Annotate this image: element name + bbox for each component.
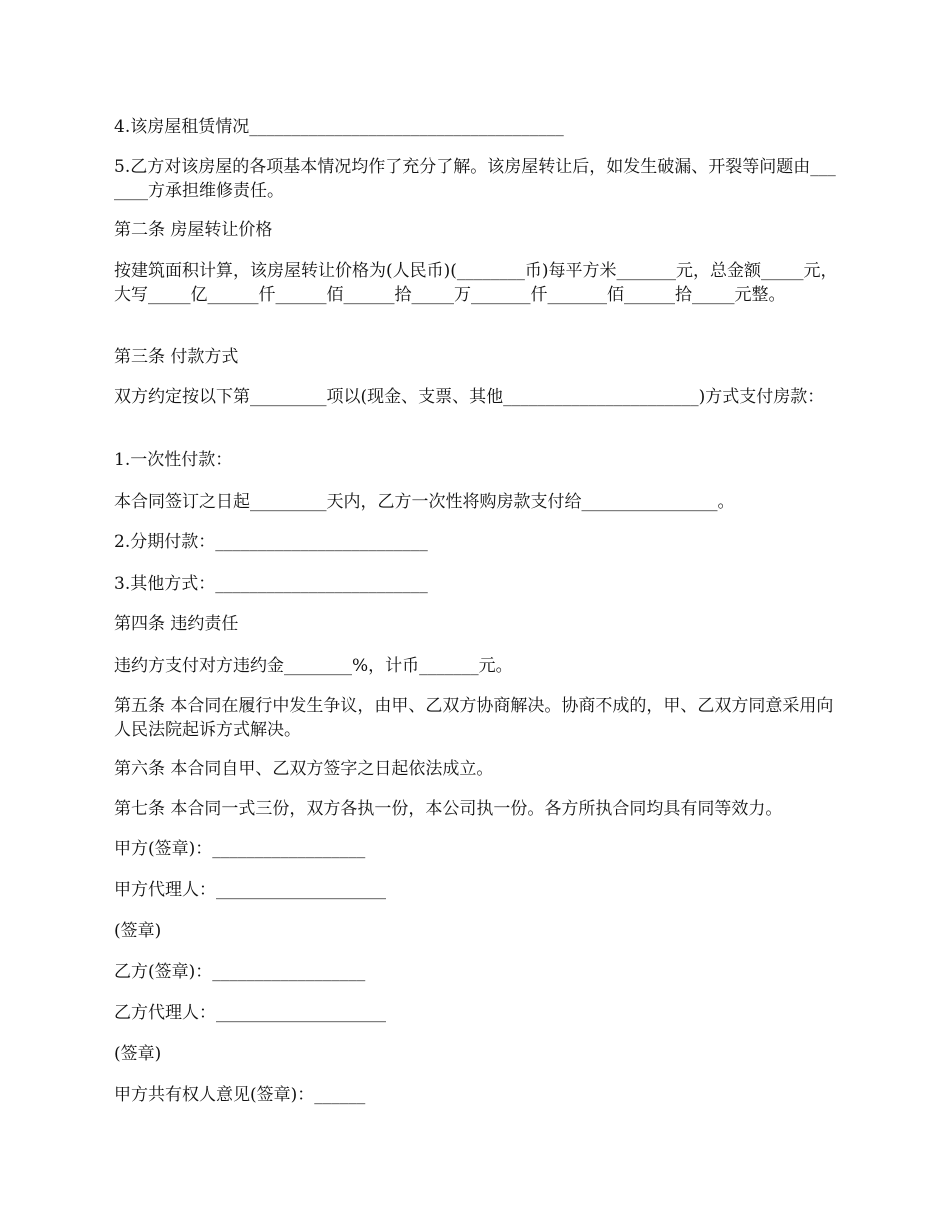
payment-method-clause: 双方约定按以下第_________项以(现金、支票、其他_______________________)方式支付房款： xyxy=(114,387,825,407)
penalty-clause: 违约方支付对方违约金________%，计币_______元。 xyxy=(114,656,513,676)
other-method-line: 3.其他方式：_________________________ xyxy=(114,574,428,594)
article-7-clause: 第七条 本合同一式三份，双方各执一份，本公司执一份。各方所执合同均具有同等效力。 xyxy=(114,799,783,819)
article-3-heading: 第三条 付款方式 xyxy=(114,347,239,367)
party-a-agent-line: 甲方代理人：____________________ xyxy=(114,880,386,900)
party-b-signature-line: 乙方(签章)：__________________ xyxy=(114,962,366,982)
article-2-heading: 第二条 房屋转让价格 xyxy=(114,220,273,240)
lump-sum-heading: 1.一次性付款： xyxy=(114,450,233,470)
price-clause: 按建筑面积计算，该房屋转让价格为(人民币)(________币)每平方米_______元，总金额_____元，大写_____亿______仟______佰______拾_____万_______仟_______佰______拾_____元整。 xyxy=(114,261,838,305)
party-b-agent-seal: (签章) xyxy=(114,1044,162,1064)
party-a-signature-line: 甲方(签章)：__________________ xyxy=(114,839,366,859)
rental-status-line: 4.该房屋租赁情况_____________________________________ xyxy=(114,117,564,137)
party-b-agent-line: 乙方代理人：____________________ xyxy=(114,1003,386,1023)
co-owner-opinion-line: 甲方共有权人意见(签章)：______ xyxy=(114,1085,366,1105)
house-condition-clause: 5.乙方对该房屋的各项基本情况均作了充分了解。该房屋转让后，如发生破漏、开裂等问题由_______方承担维修责任。 xyxy=(114,157,836,201)
lump-sum-clause: 本合同签订之日起_________天内，乙方一次性将购房款支付给________________。 xyxy=(114,492,735,512)
installment-line: 2.分期付款：_________________________ xyxy=(114,532,428,552)
article-6-clause: 第六条 本合同自甲、乙双方签字之日起依法成立。 xyxy=(114,759,494,779)
party-a-agent-seal: (签章) xyxy=(114,921,162,941)
article-5-clause: 第五条 本合同在履行中发生争议，由甲、乙双方协商解决。协商不成的，甲、乙双方同意采用向人民法院起诉方式解决。 xyxy=(114,696,834,740)
article-4-heading: 第四条 违约责任 xyxy=(114,614,239,634)
